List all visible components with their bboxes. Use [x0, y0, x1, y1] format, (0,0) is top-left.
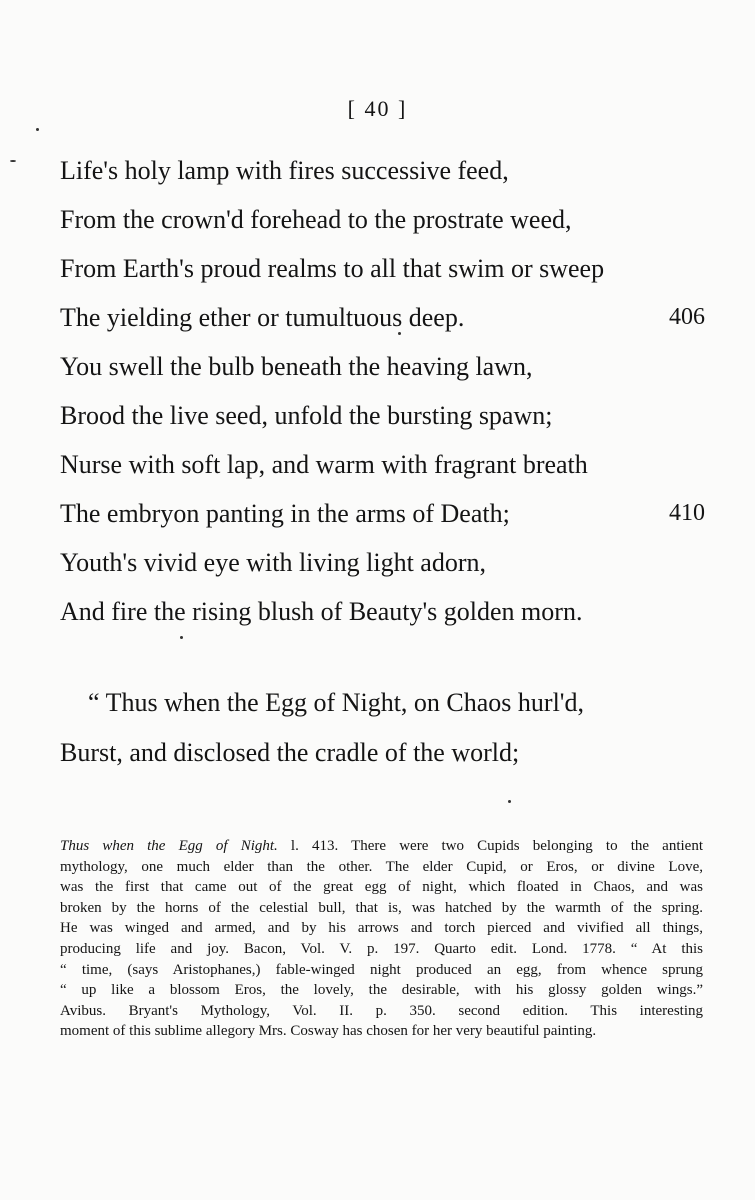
paper-speck	[36, 128, 39, 131]
verse-text: And fire the rising blush of Beauty's golden morn.	[60, 597, 583, 626]
verse-text: “ Thus when the Egg of Night, on Chaos hurl'd,	[88, 688, 584, 717]
stanza-block	[60, 678, 705, 778]
verse-line	[60, 146, 705, 195]
verse-line	[60, 342, 705, 391]
verse-line	[60, 678, 705, 728]
footnote	[60, 836, 703, 1042]
verse-line	[60, 293, 705, 342]
verse-line	[60, 195, 705, 244]
footnote-text: l. 413. There were two Cupids belonging to the antient	[277, 838, 703, 854]
verse-line	[60, 538, 705, 587]
page-number: [ 40 ]	[347, 96, 408, 121]
footnote-reference: Thus when the Egg of Night.	[60, 838, 278, 854]
paper-speck	[508, 800, 511, 803]
verse-text: From the crown'd forehead to the prostrate weed,	[60, 205, 572, 234]
verse-text: You swell the bulb beneath the heaving lawn,	[60, 352, 533, 381]
footnote-line: mythology, one much elder than the other. The elder Cupid, or Eros, or divine Love,	[60, 858, 703, 875]
verse-line	[60, 244, 705, 293]
paper-speck	[398, 332, 401, 335]
verse-text: The embryon panting in the arms of Death;	[60, 499, 510, 528]
footnote-line: “ up like a blossom Eros, the lovely, the desirable, with his glossy golden wings.”	[60, 982, 703, 999]
footnote-line: moment of this sublime allegory Mrs. Cosway has chosen for her very beautiful painting.	[60, 1023, 597, 1040]
verse-line	[60, 391, 705, 440]
verse-text: Life's holy lamp with fires successive feed,	[60, 156, 509, 185]
verse-line	[60, 728, 705, 778]
verse-line	[60, 587, 705, 636]
footnote-line: producing life and joy. Bacon, Vol. V. p. 197. Quarto edit. Lond. 1778. “ At this	[60, 940, 703, 957]
footnote-line: broken by the horns of the celestial bull, that is, was hatched by the warmth of the spring.	[60, 899, 703, 916]
verse-text: The yielding ether or tumultuous deep.	[60, 303, 465, 332]
line-number: 406	[669, 304, 705, 330]
line-number: 410	[669, 500, 705, 526]
footnote-line: He was winged and armed, and by his arrows and torch pierced and vivified all things,	[60, 920, 703, 937]
footnote-line	[60, 836, 703, 857]
verse-text: Youth's vivid eye with living light adorn,	[60, 548, 486, 577]
verse-text: Burst, and disclosed the cradle of the world;	[60, 738, 520, 767]
paper-speck	[10, 160, 16, 162]
paper-speck	[180, 636, 183, 639]
footnote-line: Avibus. Bryant's Mythology, Vol. II. p. 350. second edition. This interesting	[60, 1002, 703, 1019]
verse-block	[60, 146, 705, 636]
verse-text: Nurse with soft lap, and warm with fragrant breath	[60, 450, 588, 479]
verse-line	[60, 440, 705, 489]
verse-text: Brood the live seed, unfold the bursting spawn;	[60, 401, 553, 430]
footnote-line: “ time, (says Aristophanes,) fable-winged night produced an egg, from whence sprung	[60, 961, 703, 978]
verse-text: From Earth's proud realms to all that swim or sweep	[60, 254, 605, 283]
footnote-line: was the first that came out of the great egg of night, which floated in Chaos, and was	[60, 879, 703, 896]
verse-line	[60, 489, 705, 538]
